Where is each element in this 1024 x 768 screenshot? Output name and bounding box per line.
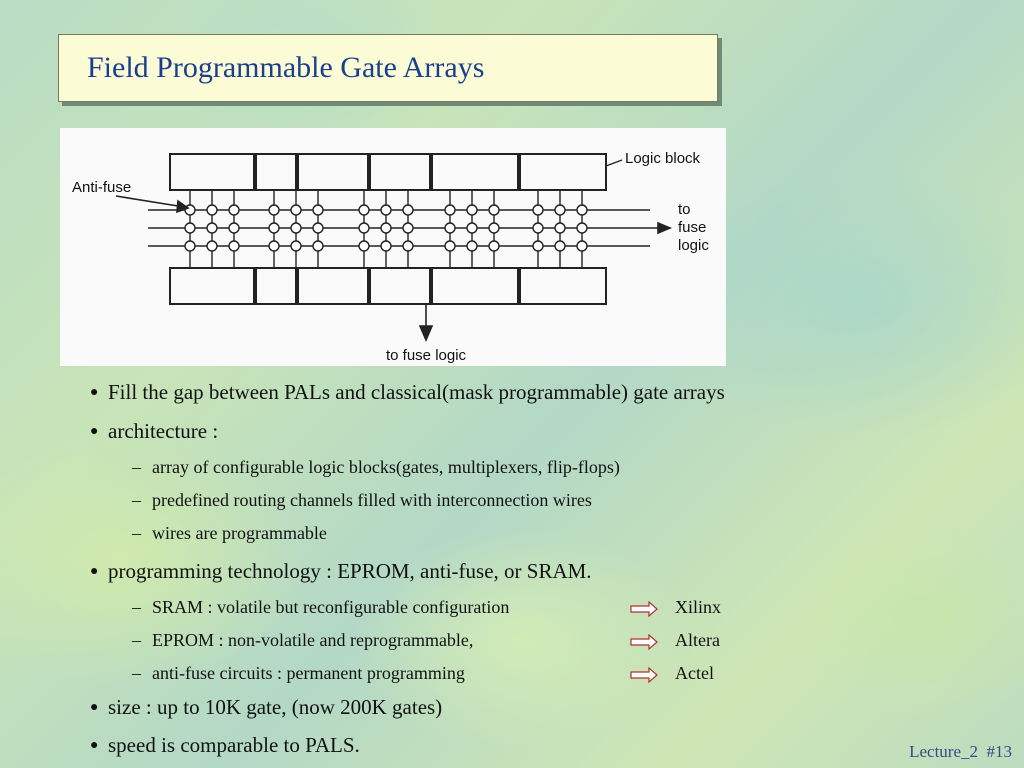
logic-block-label: Logic block <box>625 150 701 167</box>
bullet-item <box>90 380 725 405</box>
dash-icon: – <box>132 457 141 477</box>
bullet-dot-icon: ● <box>90 424 99 439</box>
bullet-text: architecture : <box>108 419 219 443</box>
dash-icon: – <box>132 597 141 617</box>
hollow-right-arrow-icon <box>630 601 658 617</box>
footer-page-number: #13 <box>986 742 1012 761</box>
logic-block <box>432 154 518 190</box>
hollow-right-arrow-icon <box>630 667 658 683</box>
vendor-xilinx: Xilinx <box>675 597 722 617</box>
fpga-diagram-svg <box>60 128 726 366</box>
hollow-right-arrow-icon <box>630 634 658 650</box>
logic-label: logic <box>678 237 709 254</box>
footer-lecture: Lecture_2 <box>909 742 978 761</box>
bullet-dot-icon: ● <box>90 738 99 753</box>
bullet-item <box>90 419 219 444</box>
slide-title: Field Programmable Gate Arrays <box>87 51 485 84</box>
logic-block <box>256 268 296 304</box>
bullet-item <box>90 695 443 720</box>
sub-bullet-item <box>132 490 592 511</box>
to-label: to <box>678 201 691 218</box>
bullet-text: Fill the gap between PALs and classical(mask programmable) gate arrays <box>108 380 725 404</box>
bottom-logic-blocks <box>170 268 606 304</box>
logic-block <box>370 154 430 190</box>
to-fuse-logic-label: to fuse logic <box>386 347 467 364</box>
dash-icon: – <box>132 523 141 543</box>
fpga-diagram <box>60 128 726 366</box>
logic-block <box>520 154 606 190</box>
sub-bullet-item <box>132 630 474 651</box>
bullet-dot-icon: ● <box>90 564 99 579</box>
sub-bullet-item <box>132 597 510 618</box>
right-arrow-icon <box>658 223 670 233</box>
logic-block <box>298 268 368 304</box>
title-box <box>58 34 718 102</box>
bullet-dot-icon: ● <box>90 385 99 400</box>
sub-bullet-item <box>132 457 620 478</box>
anti-fuse-label: Anti-fuse <box>72 179 132 196</box>
logic-block <box>170 154 254 190</box>
vendor-actel: Actel <box>675 663 714 683</box>
sub-bullet-text: SRAM : volatile but reconfigurable configuration <box>152 597 510 617</box>
logic-block <box>520 268 606 304</box>
sub-bullet-text: EPROM : non-volatile and reprogrammable, <box>152 630 474 650</box>
bullet-text: speed is comparable to PALS. <box>108 733 360 757</box>
bullet-text: size : up to 10K gate, (now 200K gates) <box>108 695 443 719</box>
dash-icon: – <box>132 490 141 510</box>
logic-block-pointer-icon <box>606 160 622 166</box>
bullet-item <box>90 559 592 584</box>
slide-footer <box>909 742 1012 762</box>
vendor-altera: Altera <box>675 630 720 650</box>
bullet-text: programming technology : EPROM, anti-fuse, or SRAM. <box>108 559 592 583</box>
top-logic-blocks <box>170 154 606 190</box>
logic-block <box>370 268 430 304</box>
logic-block <box>256 154 296 190</box>
logic-block <box>170 268 254 304</box>
sub-bullet-text: array of configurable logic blocks(gates, multiplexers, flip-flops) <box>152 457 620 477</box>
logic-block <box>298 154 368 190</box>
logic-block <box>432 268 518 304</box>
sub-bullet-item <box>132 523 327 544</box>
sub-bullet-item <box>132 663 465 684</box>
bullet-dot-icon: ● <box>90 700 99 715</box>
down-arrow-icon <box>420 304 432 340</box>
bullet-item <box>90 733 360 758</box>
sub-bullet-text: wires are programmable <box>152 523 327 543</box>
sub-bullet-text: anti-fuse circuits : permanent programming <box>152 663 465 683</box>
fuse-label: fuse <box>678 219 707 236</box>
dash-icon: – <box>132 663 141 683</box>
dash-icon: – <box>132 630 141 650</box>
sub-bullet-text: predefined routing channels filled with interconnection wires <box>152 490 592 510</box>
